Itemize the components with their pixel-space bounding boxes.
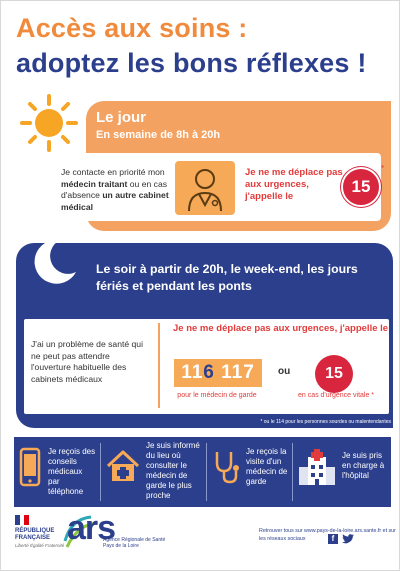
medical-house-icon	[105, 449, 141, 483]
stethoscope-icon	[211, 449, 241, 485]
social-text: Retrouver tous sur www.pays-de-la-loire.ars.sante.fr et sur les réseaux sociaux	[259, 528, 396, 542]
ars-subtitle: Agence Régionale de Santé Pays de la Loire	[103, 537, 166, 549]
hospital-icon	[296, 447, 338, 487]
french-flag	[15, 515, 29, 525]
number-116117: 11 6 117	[174, 359, 262, 387]
doctor-icon	[175, 161, 235, 215]
day-title: Le jour	[96, 109, 147, 126]
step-3-text: Je reçois la visite d'un médecin de garde	[246, 447, 288, 486]
republique-francaise-logo: RÉPUBLIQUE FRANÇAISE	[15, 528, 55, 541]
sun-icon	[19, 93, 79, 153]
step-2-text: Je suis informé du lieu où consulter le médecin de garde le plus proche	[146, 441, 200, 500]
caption-15: en cas d'urgence vitale *	[297, 392, 375, 399]
step-1-text: Je reçois des conseils médicaux par téléphone	[48, 447, 96, 496]
rf-motto: Liberté Égalité Fraternité	[15, 543, 65, 548]
step-separator	[100, 443, 101, 501]
ars-logo: ars	[67, 509, 116, 547]
facebook-icon[interactable]: f	[328, 534, 338, 544]
phone-icon	[19, 447, 41, 487]
title-line-2: adoptez les bons réflexes !	[16, 48, 367, 78]
title-line-1: Accès aux soins :	[16, 13, 248, 43]
doctor-icon-box	[175, 161, 235, 215]
day-subtitle: En semaine de 8h à 20h	[96, 129, 221, 141]
emergency-15-badge-night: 15	[315, 355, 353, 393]
or-label: ou	[278, 366, 291, 377]
emergency-15-badge: 15	[341, 167, 381, 207]
caption-116117: pour le médecin de garde	[177, 392, 257, 399]
night-text: J'ai un problème de santé qui ne peut pas attendre l'ouverture habituelle des cabinets médicaux	[31, 339, 143, 384]
step-4-text: Je suis pris en charge à l'hôpital	[342, 451, 385, 480]
day-text: Je contacte en priorité mon médecin traitant ou en cas d'absence un autre cabinet médical	[61, 167, 169, 212]
twitter-icon[interactable]	[342, 534, 354, 544]
step-separator	[206, 443, 207, 501]
night-divider	[158, 323, 160, 408]
step-separator	[292, 443, 293, 501]
moon-icon	[26, 234, 81, 289]
day-star-mark: *	[381, 164, 385, 173]
night-title: Le soir à partir de 20h, le week-end, les jours fériés et pendant les ponts	[96, 262, 358, 293]
footnote: * ou le 114 pour les personnes sourdes ou malentendantes	[260, 419, 391, 425]
night-warning: Je ne me déplace pas aux urgences, j'appelle le	[173, 323, 389, 334]
day-warning: Je ne me déplace pas aux urgences, j'appelle le	[245, 167, 343, 202]
